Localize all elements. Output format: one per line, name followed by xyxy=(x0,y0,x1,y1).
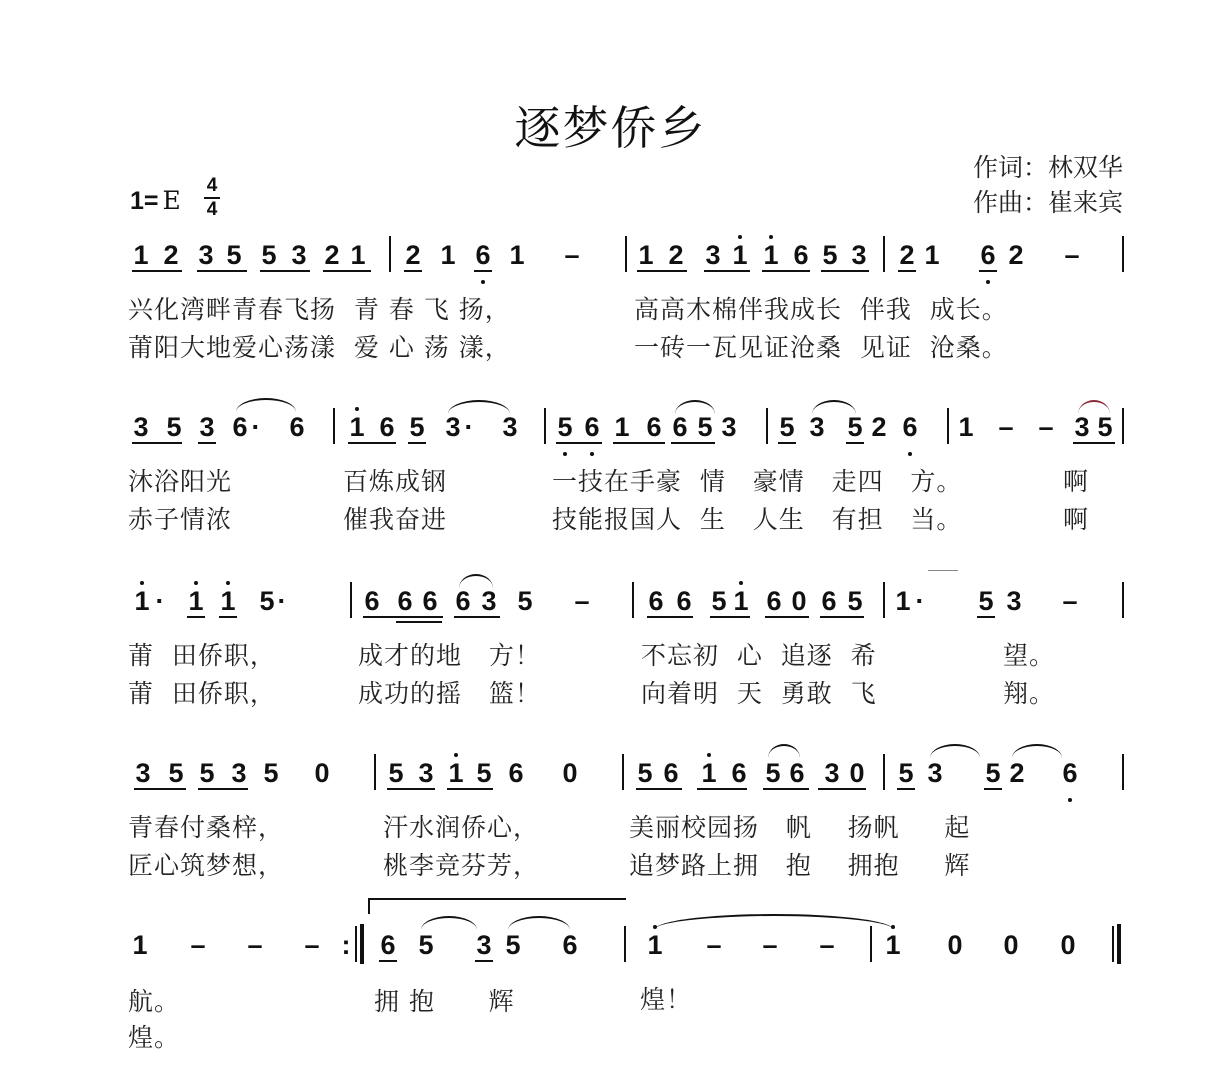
time-denominator: 4 xyxy=(206,199,218,220)
note: 1 xyxy=(347,410,367,444)
lyrics-verse-1: 高高木棉伴我成长 伴我 成长。 xyxy=(634,295,1008,324)
lyrics-verse-1: 青春付桑梓， xyxy=(128,813,285,842)
note: 5 xyxy=(517,586,533,616)
beam-underline xyxy=(637,270,687,272)
beam-underline xyxy=(821,270,869,272)
note: 2 xyxy=(324,240,340,270)
slur-arc xyxy=(236,398,296,412)
note: 3 xyxy=(705,240,721,270)
note: 6 xyxy=(789,758,805,788)
barline xyxy=(624,926,626,962)
first-ending-bracket xyxy=(368,898,626,914)
slur-arc xyxy=(768,744,800,758)
lyrics-verse-2: 匠心筑梦想， xyxy=(128,851,285,880)
note: 6 xyxy=(364,586,380,616)
beam-underline xyxy=(613,442,665,444)
beam-underline xyxy=(979,270,997,272)
barline xyxy=(355,926,357,962)
note: 2 xyxy=(899,240,915,270)
barline xyxy=(947,408,949,444)
beam-underline xyxy=(134,788,186,790)
note: 0 xyxy=(314,758,330,788)
barline xyxy=(766,408,768,444)
note: 6 xyxy=(731,758,747,788)
note: 6 xyxy=(1060,756,1080,790)
note: 3 xyxy=(198,240,214,270)
note: 6 xyxy=(289,412,305,442)
beam-underline xyxy=(556,442,602,444)
note: 6 xyxy=(978,238,998,272)
beam-underline xyxy=(396,621,442,623)
lyrics-verse-2: 煌。 xyxy=(128,1023,181,1052)
note: 3 xyxy=(231,758,247,788)
barline xyxy=(1122,236,1124,272)
note: 6 xyxy=(473,238,493,272)
barline xyxy=(1122,408,1124,444)
beam-underline xyxy=(1073,442,1115,444)
note: 5 xyxy=(985,758,1001,788)
note: 6 xyxy=(766,586,782,616)
note: 3 xyxy=(1006,586,1022,616)
note: 1 xyxy=(761,238,781,272)
time-signature xyxy=(204,176,220,220)
beam-underline xyxy=(977,616,995,618)
beam-underline xyxy=(260,270,310,272)
beam-underline xyxy=(474,270,492,272)
note: 1 xyxy=(730,238,750,272)
note: 1 xyxy=(132,584,152,618)
note: 0 xyxy=(947,930,963,960)
slur-arc xyxy=(448,400,510,414)
note: 1 xyxy=(509,240,525,270)
note: 6 xyxy=(900,410,920,444)
note: – xyxy=(574,586,590,616)
beam-underline xyxy=(897,788,915,790)
beam-underline xyxy=(762,270,810,272)
lyrics-verse-2: 莆 田侨职， xyxy=(128,679,276,708)
barline xyxy=(883,236,885,272)
note: 1 xyxy=(958,412,974,442)
lyrics-verse-1: 百炼成钢 xyxy=(343,467,448,496)
note: 3 xyxy=(291,240,307,270)
lyrics-verse-2: 追梦路上拥 抱 拥抱 辉 xyxy=(629,851,971,880)
lyrics-verse-1: 沐浴阳光 xyxy=(128,467,233,496)
note: – xyxy=(998,412,1014,442)
note: 5 xyxy=(166,412,182,442)
barline xyxy=(883,582,885,618)
note: 5 xyxy=(697,412,713,442)
note: 5 xyxy=(505,930,521,960)
key-letter: E xyxy=(162,186,181,215)
final-barline xyxy=(1112,926,1114,962)
note: 3 xyxy=(809,412,825,442)
note: 6 xyxy=(672,412,688,442)
note: 1 xyxy=(699,756,719,790)
note: 5 xyxy=(263,758,279,788)
note: 1 xyxy=(186,584,206,618)
note: 3 xyxy=(445,412,461,442)
note: 6 xyxy=(663,758,679,788)
barline xyxy=(350,582,352,618)
barline xyxy=(389,236,391,272)
note: – xyxy=(1038,412,1054,442)
note: 5 xyxy=(978,586,994,616)
note: 1 xyxy=(133,240,149,270)
lyrics-verse-1: 莆 田侨职， xyxy=(128,641,276,670)
lyrics-verse-1: 成才的地 方！ xyxy=(358,641,541,670)
note: 0 xyxy=(1003,930,1019,960)
beam-underline xyxy=(765,616,809,618)
note: – xyxy=(1062,586,1078,616)
note: 6 xyxy=(422,586,438,616)
note: – xyxy=(190,930,206,960)
slur-arc xyxy=(459,574,493,588)
note: · xyxy=(464,412,474,442)
final-barline-thick xyxy=(1117,924,1121,964)
note: 3 xyxy=(476,930,492,960)
barline xyxy=(883,754,885,790)
note: 6 xyxy=(380,930,396,960)
note: 1 xyxy=(446,756,466,790)
note: 1 xyxy=(638,240,654,270)
note: 3 xyxy=(418,758,434,788)
note: 1 xyxy=(440,240,456,270)
note: 1 xyxy=(350,240,366,270)
slur-arc xyxy=(812,400,856,414)
note: 5 xyxy=(226,240,242,270)
note: 1 xyxy=(924,240,940,270)
lyrics-verse-1: 兴化湾畔青春飞扬 青 春 飞 扬， xyxy=(128,295,511,324)
repeat-barline xyxy=(360,924,364,964)
beam-underline xyxy=(778,442,796,444)
note: 2 xyxy=(405,240,421,270)
beam-underline xyxy=(447,788,493,790)
barline xyxy=(1122,754,1124,790)
note: · xyxy=(915,586,925,616)
note: 3 xyxy=(481,586,497,616)
beam-underline xyxy=(323,270,371,272)
note: – xyxy=(564,240,580,270)
note: 3 xyxy=(135,758,151,788)
note: 5 xyxy=(822,240,838,270)
note: 1 xyxy=(731,584,751,618)
note: 6 xyxy=(562,930,578,960)
note: 5 xyxy=(555,410,575,444)
note: – xyxy=(304,930,320,960)
note: 2 xyxy=(163,240,179,270)
note: 0 xyxy=(849,758,865,788)
note: 2 xyxy=(871,412,887,442)
lyrics-verse-1: 望。 xyxy=(1003,641,1056,670)
note: 5 xyxy=(418,930,434,960)
notation-row xyxy=(0,410,1221,450)
beam-underline xyxy=(820,616,864,618)
note: 5 xyxy=(259,586,275,616)
beam-underline xyxy=(197,270,247,272)
note: 2 xyxy=(668,240,684,270)
beam-underline xyxy=(387,788,435,790)
slur-arc xyxy=(654,914,894,930)
note: 0 xyxy=(1060,930,1076,960)
note: 1 xyxy=(218,584,238,618)
note: 5 xyxy=(779,412,795,442)
lyrics-verse-1: 汗水润侨心， xyxy=(383,813,540,842)
notation-row xyxy=(0,756,1221,796)
time-numerator: 4 xyxy=(206,175,218,196)
barline xyxy=(333,408,335,444)
note: 1 xyxy=(895,586,911,616)
beam-underline xyxy=(219,616,237,618)
barline xyxy=(632,582,634,618)
beam-underline xyxy=(404,270,422,272)
beam-underline xyxy=(198,788,248,790)
key-signature xyxy=(130,186,181,216)
note: – xyxy=(762,930,778,960)
lyrics-verse-1: 一技在手豪 情 豪情 走四 方。 xyxy=(552,467,963,496)
note: 1 xyxy=(645,928,665,962)
note: 3 xyxy=(1074,412,1090,442)
song-title: 逐梦侨乡 xyxy=(514,101,707,155)
note: 6 xyxy=(397,586,413,616)
lyrics-verse-1: 不忘初 心 追逐 希 xyxy=(641,641,877,670)
lyrics-verse-1: 美丽校园扬 帆 扬帆 起 xyxy=(629,813,971,842)
repeat-colon: : xyxy=(341,930,351,960)
note: 3 xyxy=(133,412,149,442)
beam-underline xyxy=(671,442,715,444)
beam-underline xyxy=(408,442,426,444)
barline xyxy=(625,236,627,272)
note: 6 xyxy=(821,586,837,616)
note: 6 xyxy=(793,240,809,270)
lyrics-verse-2: 催我奋进 xyxy=(343,505,448,534)
key-prefix: 1= xyxy=(130,187,159,215)
composer-credit: 作曲：崔来宾 xyxy=(972,188,1123,217)
beam-underline xyxy=(846,442,864,444)
lyrics-verse-2: 向着明 天 勇敢 飞 xyxy=(641,679,877,708)
lyrics-verse-1: 航。 xyxy=(128,987,181,1016)
beam-underline xyxy=(710,616,750,618)
note: 5 xyxy=(847,412,863,442)
note: 5 xyxy=(1097,412,1113,442)
note: 5 xyxy=(388,758,404,788)
note: 6 xyxy=(455,586,471,616)
notation-row xyxy=(0,928,1221,968)
beam-underline xyxy=(475,960,493,962)
lyrics-verse-1: 煌！ xyxy=(640,985,693,1014)
note: 0 xyxy=(562,758,578,788)
note: 3 xyxy=(851,240,867,270)
note: 6 xyxy=(648,586,664,616)
beam-underline xyxy=(198,442,216,444)
beam-underline xyxy=(697,788,747,790)
note: · xyxy=(277,586,287,616)
lyrics-verse-1: 拥 抱 辉 xyxy=(374,987,515,1016)
barline xyxy=(544,408,546,444)
note: 0 xyxy=(791,586,807,616)
slur-arc xyxy=(508,916,570,930)
beam-underline xyxy=(454,616,500,618)
note: 5 xyxy=(409,412,425,442)
lyrics-verse-2: 赤子情浓 xyxy=(128,505,233,534)
beam-underline xyxy=(132,270,182,272)
note: – xyxy=(1064,240,1080,270)
lyrics-verse-2: 成功的摇 篮！ xyxy=(358,679,541,708)
note: 6 xyxy=(646,412,662,442)
slur-arc xyxy=(1012,744,1062,758)
note: 6 xyxy=(676,586,692,616)
beam-underline xyxy=(187,616,205,618)
note: 6 xyxy=(508,758,524,788)
note: 5 xyxy=(476,758,492,788)
barline xyxy=(622,754,624,790)
slur-arc xyxy=(675,400,715,414)
note: 6 xyxy=(379,412,395,442)
beam-underline xyxy=(647,616,693,618)
lyrics-verse-2: 技能报国人 生 人生 有担 当。 xyxy=(552,505,963,534)
beam-underline xyxy=(763,788,809,790)
beam-underline xyxy=(984,788,1002,790)
notation-row xyxy=(0,238,1221,278)
note: 3 xyxy=(502,412,518,442)
lyrics-verse-2: 桃李竞芬芳， xyxy=(383,851,540,880)
note: · xyxy=(251,412,261,442)
slur-arc xyxy=(421,916,477,930)
note: 5 xyxy=(168,758,184,788)
lyrics-verse-2: 莆阳大地爱心荡漾 爱 心 荡 漾， xyxy=(128,333,511,362)
beam-underline xyxy=(898,270,916,272)
note: 5 xyxy=(847,586,863,616)
note: – xyxy=(706,930,722,960)
note: – xyxy=(819,930,835,960)
beam-underline xyxy=(704,270,750,272)
beam-underline xyxy=(636,788,682,790)
lyrics-verse-1: 啊 xyxy=(1063,467,1090,496)
note: – xyxy=(247,930,263,960)
note: 5 xyxy=(711,586,727,616)
note: 6 xyxy=(582,410,602,444)
note: 6 xyxy=(232,412,248,442)
lyrics-verse-2: 一砖一瓦见证沧桑 见证 沧桑。 xyxy=(634,333,1008,362)
note: 1 xyxy=(132,930,148,960)
beam-underline xyxy=(132,442,182,444)
note: 5 xyxy=(261,240,277,270)
barline xyxy=(1122,582,1124,618)
note: 5 xyxy=(637,758,653,788)
beam-underline xyxy=(379,960,397,962)
lyrics-verse-2: 啊 xyxy=(1063,505,1090,534)
note: · xyxy=(155,586,165,616)
beam-underline xyxy=(348,442,396,444)
lyricist-credit: 作词：林双华 xyxy=(972,153,1123,182)
note: 3 xyxy=(721,412,737,442)
note: 3 xyxy=(199,412,215,442)
note: 5 xyxy=(898,758,914,788)
slur-arc xyxy=(1078,400,1110,414)
note: 3 xyxy=(927,758,943,788)
note: 1 xyxy=(883,928,903,962)
note: 1 xyxy=(614,412,630,442)
note: 3 xyxy=(824,758,840,788)
beam-underline xyxy=(363,616,443,618)
slur-arc xyxy=(930,744,980,758)
note: 2 xyxy=(1009,758,1025,788)
notation-row xyxy=(0,584,1221,624)
note: 5 xyxy=(765,758,781,788)
beam-underline xyxy=(818,788,866,790)
barline xyxy=(870,926,872,962)
note: 2 xyxy=(1008,240,1024,270)
lyrics-verse-2: 翔。 xyxy=(1003,679,1056,708)
beam-underline xyxy=(928,570,958,571)
barline xyxy=(374,754,376,790)
note: 5 xyxy=(199,758,215,788)
